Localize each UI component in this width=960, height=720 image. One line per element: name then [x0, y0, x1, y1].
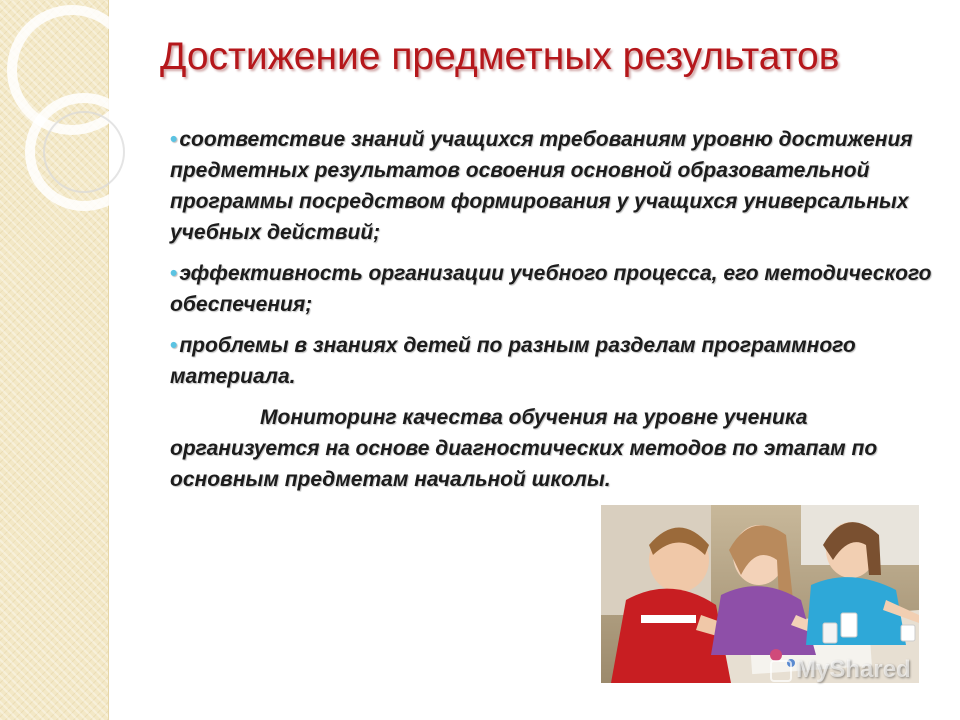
slide-content [170, 124, 940, 495]
bullet-icon: • [170, 262, 178, 285]
bullet-icon: • [170, 334, 178, 357]
bullet-text: проблемы в знаниях детей по разным разделам программного материала. [170, 334, 856, 388]
watermark [770, 656, 911, 684]
bullet-text: эффективность организации учебного процесса, его методического обеспечения; [170, 262, 932, 316]
bullet-icon: • [170, 128, 178, 151]
bullet-item-3 [170, 330, 940, 392]
watermark-logo-icon [770, 660, 792, 682]
bullet-text: соответствие знаний учащихся требованиям уровню достижения предметных результатов освоения основной образовательной программы посредством формирования у учащихся универсальных учебных действий; [170, 128, 913, 244]
bullet-item-2 [170, 258, 940, 320]
watermark-text: MyShared [796, 656, 911, 683]
slide-title: Достижение предметных результатов [160, 35, 840, 78]
monitoring-paragraph: Мониторинг качества обучения на уровне ученика организуется на основе диагностических методов по этапам по основным предметам начальной школы. [170, 406, 878, 491]
bullet-item-1 [170, 124, 940, 248]
